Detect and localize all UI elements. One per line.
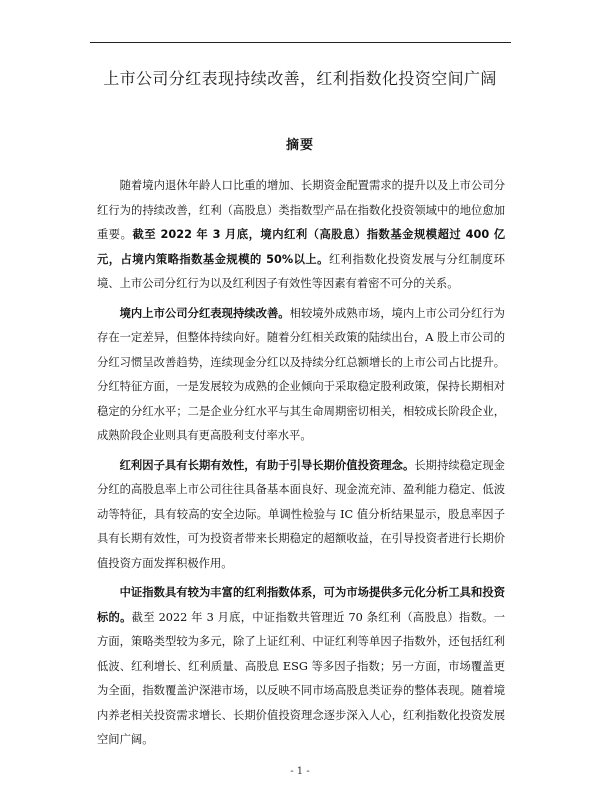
paragraph-text: 截至 2022 年 3 月底，中证指数共管理近 70 条红利（高股息）指数。一方面，策略类型较为多元，除了上证红利、中证红利等单因子指数外，还包括红利低波、红利增长、红利质量、高股息 ESG 等多因子指数；另一方面，市场覆盖更为全面，指数覆盖沪深港市场，以反映不同市场高股息类证券的整体表现。随着境内养老相关投资需求增长、长期价值投资理念逐步深入人心，红利指数化投资发展空间广阔。 (97, 610, 505, 746)
header-rule (90, 42, 511, 43)
paragraph-lead: 中证指数具有较为丰富的红利指数体系，可为市场提供多元化分析工具和投资标的。 (97, 586, 505, 624)
paragraph-text: 长期持续稳定现金分红的高股息率上市公司往往具备基本面良好、现金流充沛、盈利能力稳定、低波动等特征，具有较高的安全边际。单调性检验与 IC 值分析结果显示，股息率因子具有长期有效性，可为投资者带来长期稳定的超额收益，在引导投资者进行长期价值投资方面发挥积极作用。 (97, 458, 505, 570)
paragraph-lead: 红利因子具有长期有效性，有助于引导长期价值投资理念。 (119, 458, 415, 472)
paragraph (97, 581, 505, 753)
abstract-heading: 摘要 (285, 138, 314, 153)
page-number: - 1 - (290, 766, 310, 777)
paragraph-bold-text: 截至 2022 年 3 月底，境内红利（高股息）指数基金规模超过 400 亿元，占境内策略指数基金规模的 50%以上。 (97, 228, 505, 266)
paragraph (97, 454, 505, 577)
paragraph-text: 随着境内退休年龄人口比重的增加、长期资金配置需求的提升以及上市公司分红行为的持续改善，红利（高股息）类指数型产品在指数化投资领域中的地位愈加重要。 (97, 179, 505, 241)
paragraph-text: 相较境外成熟市场，境内上市公司分红行为存在一定差异，但整体持续向好。随着分红相关政策的陆续出台，A 股上市公司的分红习惯呈改善趋势，连续现金分红以及持续分红总额增长的上市公司占比提升。分红特征方面，一是发展较为成熟的企业倾向于采取稳定股利政策，保持长期相对稳定的分红水平；二是企业分红水平与其生命周期密切相关，相较成长阶段企业，成熟阶段企业则具有更高股利支付率水平。 (97, 306, 505, 442)
page-title: 上市公司分红表现持续改善，红利指数化投资空间广阔 (103, 69, 497, 88)
paragraph-lead: 境内上市公司分红表现持续改善。 (119, 306, 290, 320)
paragraph (97, 302, 505, 449)
paragraph (97, 174, 505, 297)
abstract-body (97, 174, 505, 753)
paragraph-text-tail: 红利指数化投资发展与分红制度环境、上市公司分红行为以及红利因子有效性等因素有着密不可分的关系。 (97, 252, 505, 290)
